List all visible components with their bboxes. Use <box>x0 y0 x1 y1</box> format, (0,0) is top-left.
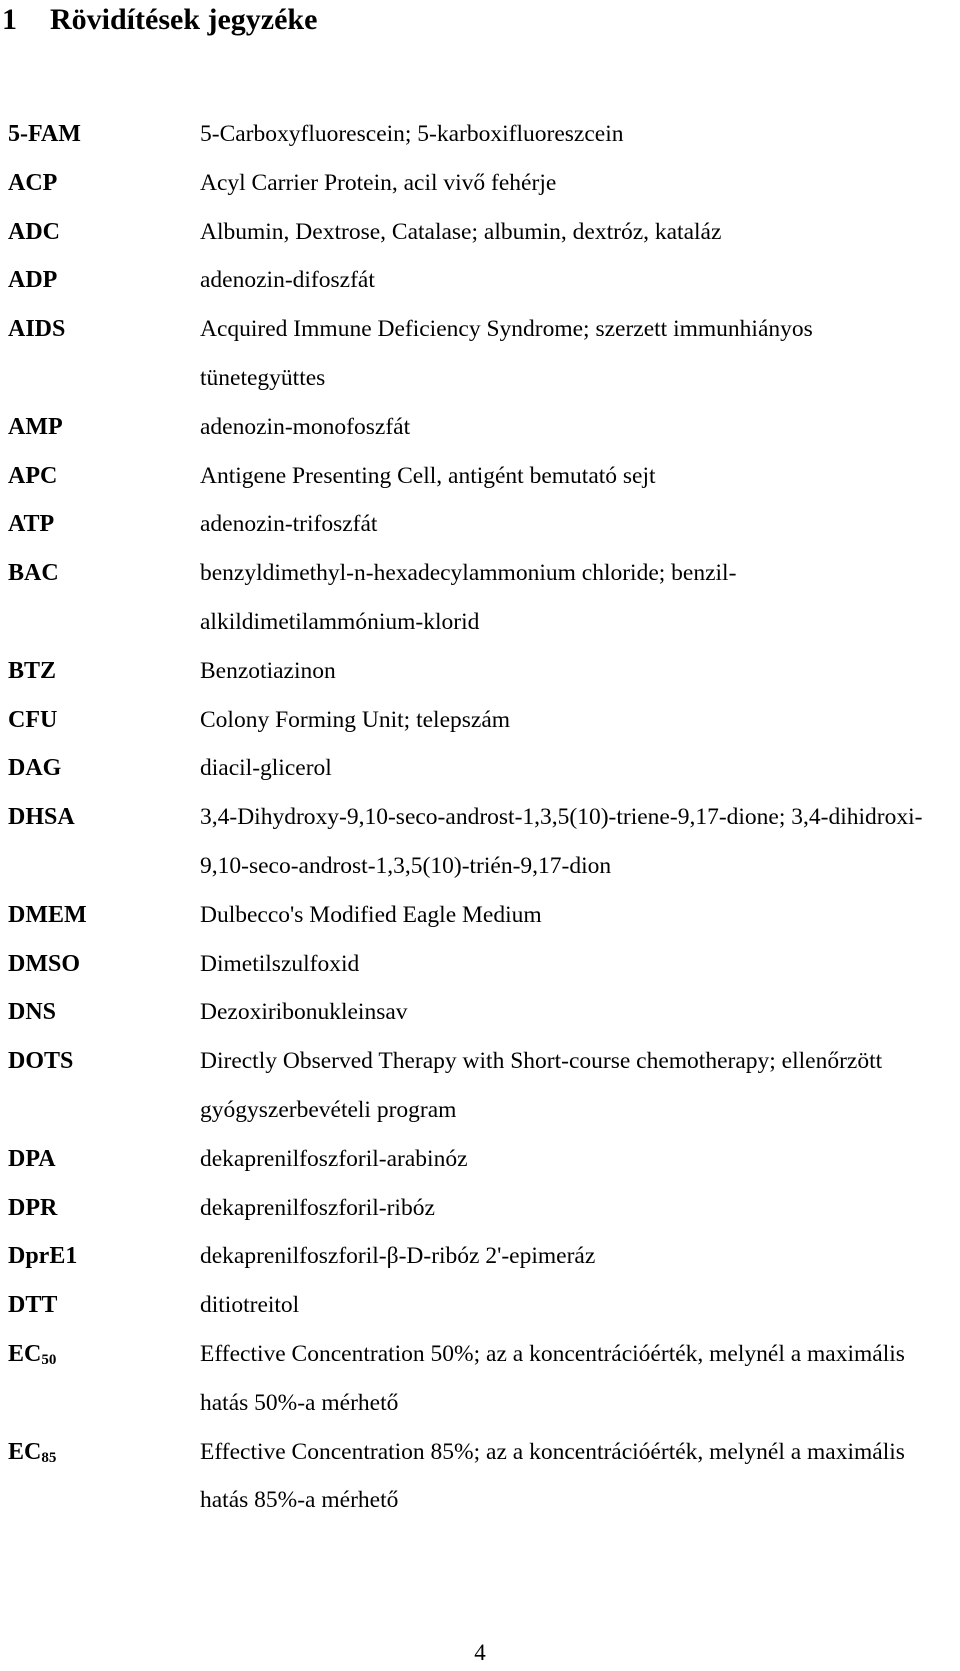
abbreviation-term <box>8 110 81 159</box>
abbreviation-term <box>8 940 80 989</box>
abbreviation-term-text: DHSA <box>8 804 75 831</box>
abbreviation-term <box>8 1330 56 1379</box>
abbreviation-entry <box>0 744 960 793</box>
section-heading <box>0 0 317 40</box>
abbreviation-term <box>8 891 87 940</box>
abbreviation-term <box>8 1281 57 1330</box>
abbreviation-entry <box>0 1135 960 1184</box>
abbreviation-entry <box>0 1330 960 1428</box>
section-title: Rövidítések jegyzéke <box>50 3 318 36</box>
abbreviation-entry <box>0 1232 960 1281</box>
abbreviation-term <box>8 1232 77 1281</box>
abbreviation-term-text: 5-FAM <box>8 121 81 147</box>
abbreviation-definition: dekaprenilfoszforil-β-D-ribóz 2'-epimeráz <box>200 1243 596 1270</box>
abbreviation-definition: ditiotreitol <box>200 1292 300 1319</box>
abbreviation-entry <box>0 940 960 989</box>
abbreviation-term-text: BTZ <box>8 657 57 684</box>
abbreviation-definition: adenozin-trifoszfát <box>200 511 378 538</box>
abbreviation-term <box>8 549 59 598</box>
abbreviation-term <box>8 696 57 745</box>
abbreviation-definition: Antigene Presenting Cell, antigént bemutató sejt <box>200 462 656 489</box>
abbreviation-definition: adenozin-monofoszfát <box>200 413 411 440</box>
abbreviation-entry <box>0 1184 960 1233</box>
abbreviation-term <box>8 256 57 305</box>
abbreviation-term-text: APC <box>8 462 58 489</box>
abbreviation-term-text: DPR <box>8 1194 58 1221</box>
abbreviation-subscript: 50 <box>41 1351 57 1368</box>
abbreviation-term <box>8 208 60 257</box>
abbreviation-definition: Acquired Immune Deficiency Syndrome; szerzett immunhiányos tünetegyüttes <box>200 316 813 391</box>
abbreviation-definition: Benzotiazinon <box>200 657 336 684</box>
abbreviation-term-text: DNS <box>8 999 57 1026</box>
abbreviation-entry <box>0 696 960 745</box>
abbreviation-term <box>8 1135 56 1184</box>
abbreviation-subscript: 85 <box>41 1449 57 1466</box>
abbreviation-definition: Albumin, Dextrose, Catalase; albumin, dextróz, kataláz <box>200 218 722 245</box>
abbreviation-definition: Directly Observed Therapy with Short-course chemotherapy; ellenőrzött gyógyszerbevételi program <box>200 1048 883 1123</box>
abbreviation-definition: Effective Concentration 85%; az a koncentrációérték, melynél a maximális hatás 85%-a mérhető <box>200 1438 905 1514</box>
abbreviation-term <box>8 988 56 1037</box>
abbreviation-term-text: DPA <box>8 1145 56 1172</box>
abbreviation-term <box>8 452 57 501</box>
abbreviation-definition: Dimetilszulfoxid <box>200 950 360 977</box>
abbreviation-entry <box>0 1428 960 1526</box>
abbreviation-term-text: DprE1 <box>8 1243 78 1270</box>
abbreviation-term-text: DMEM <box>8 901 87 928</box>
abbreviation-term-text: CFU <box>8 706 58 733</box>
abbreviation-definition: diacil-glicerol <box>200 755 332 782</box>
abbreviation-term <box>8 305 65 354</box>
abbreviation-definition: Acyl Carrier Protein, acil vivő fehérje <box>200 169 557 196</box>
abbreviation-entry <box>0 452 960 501</box>
abbreviation-definition: Dulbecco's Modified Eagle Medium <box>200 901 542 928</box>
abbreviation-term <box>8 159 57 208</box>
abbreviation-definition: benzyldimethyl-n-hexadecylammonium chloride; benzil-alkildimetilammónium-klorid <box>200 560 737 635</box>
abbreviation-term <box>8 647 56 696</box>
abbreviation-entry <box>0 208 960 257</box>
abbreviation-entry <box>0 988 960 1037</box>
abbreviation-definition: Effective Concentration 50%; az a koncentrációérték, melynél a maximális hatás 50%-a mérhető <box>200 1340 905 1416</box>
abbreviation-entry <box>0 891 960 940</box>
abbreviation-term <box>8 403 63 452</box>
abbreviation-term-text: EC <box>8 1340 42 1367</box>
abbreviation-term-text: EC <box>8 1438 42 1465</box>
abbreviation-entry <box>0 403 960 452</box>
abbreviation-list <box>0 110 960 1525</box>
abbreviation-entry <box>0 159 960 208</box>
abbreviation-term-text: DOTS <box>8 1048 74 1075</box>
abbreviation-entry <box>0 1281 960 1330</box>
abbreviation-term-text: ADP <box>8 267 58 294</box>
abbreviation-term-text: AMP <box>8 413 63 440</box>
abbreviation-term-text: ATP <box>8 511 55 538</box>
abbreviation-term <box>8 500 54 549</box>
abbreviation-definition: Dezoxiribonukleinsav <box>200 999 408 1026</box>
abbreviation-entry <box>0 500 960 549</box>
abbreviation-entry <box>0 793 960 891</box>
abbreviation-entry <box>0 1037 960 1135</box>
abbreviation-definition: Colony Forming Unit; telepszám <box>200 706 511 733</box>
abbreviation-term <box>8 1184 57 1233</box>
abbreviation-definition: 5-Carboxyfluorescein; 5-karboxifluoreszcein <box>200 121 624 147</box>
abbreviation-definition: dekaprenilfoszforil-arabinóz <box>200 1145 468 1172</box>
abbreviation-term-text: BAC <box>8 560 59 587</box>
abbreviation-entry <box>0 647 960 696</box>
section-number: 1 <box>2 3 17 36</box>
abbreviation-term-text: DMSO <box>8 950 80 977</box>
abbreviation-entry <box>0 256 960 305</box>
abbreviation-term-text: ACP <box>8 169 58 196</box>
abbreviation-term-text: AIDS <box>8 316 66 343</box>
abbreviation-entry <box>0 305 960 403</box>
abbreviation-term-text: DAG <box>8 755 62 782</box>
abbreviation-term <box>8 793 75 842</box>
abbreviation-entry <box>0 549 960 647</box>
abbreviation-term-text: ADC <box>8 218 60 245</box>
abbreviation-definition: adenozin-difoszfát <box>200 267 375 294</box>
page-number: 4 <box>474 1640 486 1665</box>
abbreviation-term <box>8 1037 73 1086</box>
abbreviation-term-text: DTT <box>8 1292 58 1319</box>
abbreviation-definition: dekaprenilfoszforil-ribóz <box>200 1194 435 1221</box>
abbreviation-entry <box>0 110 960 159</box>
abbreviation-term <box>8 1428 56 1477</box>
abbreviation-definition: 3,4-Dihydroxy-9,10-seco-androst-1,3,5(10)-triene-9,17-dione; 3,4-dihidroxi-9,10-seco-androst-1,3,5(10)-trién-9,17-dion <box>200 804 923 879</box>
abbreviation-term <box>8 744 61 793</box>
